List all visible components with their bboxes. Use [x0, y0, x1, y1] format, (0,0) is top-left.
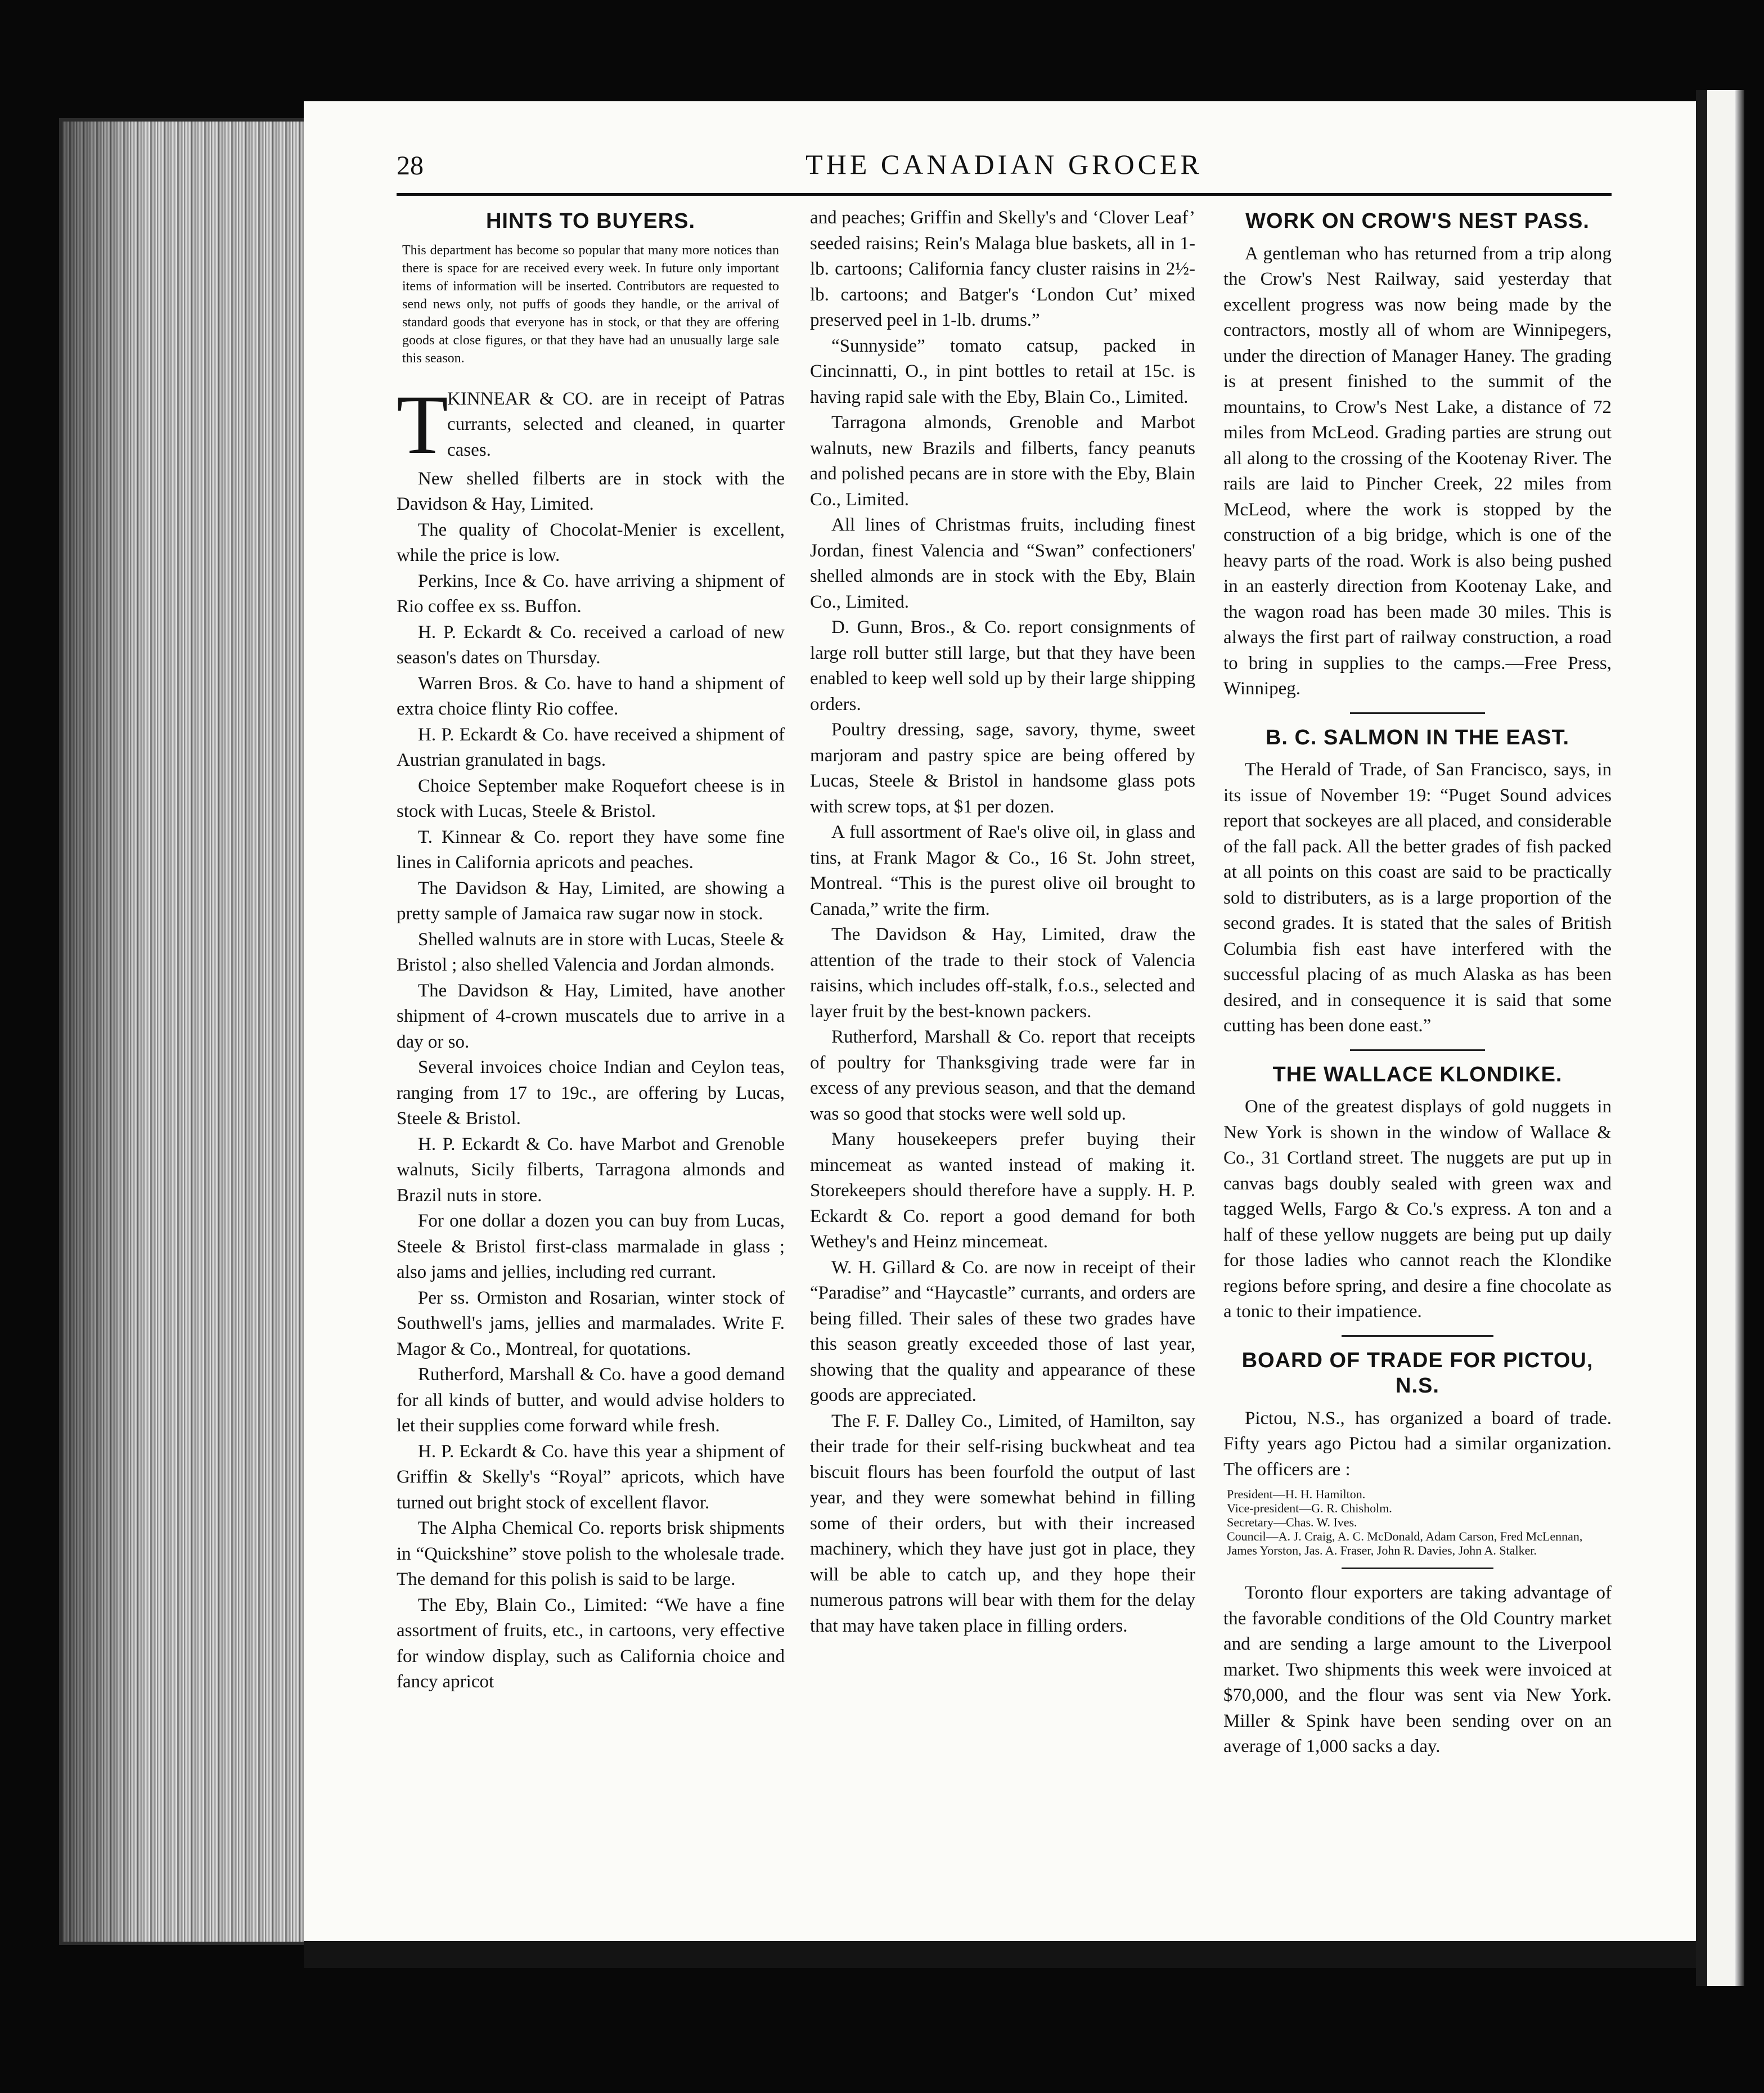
- notice-paragraph: For one dollar a dozen you can buy from Lucas, Steele & Bristol first-class marmalade in glass ; also jams and jellies, including red currant.: [397, 1211, 785, 1282]
- book-page-edges: [59, 118, 304, 1945]
- notice-paragraph: The Davidson & Hay, Limited, have another shipment of 4-crown muscatels due to arrive in a day or so.: [397, 980, 785, 1052]
- section-divider: [1350, 1049, 1485, 1051]
- notice-paragraph: Shelled walnuts are in store with Lucas, Steele & Bristol ; also shelled Valencia and Jordan almonds.: [397, 929, 785, 975]
- notice-paragraph: All lines of Christmas fruits, including finest Jordan, finest Valencia and “Swan” confectioners' shelled almonds are in stock with the Eby, Blain Co., Limited.: [810, 515, 1195, 612]
- notice-paragraph: Perkins, Ince & Co. have arriving a shipment of Rio coffee ex ss. Buffon.: [397, 571, 785, 617]
- notice-paragraph: Several invoices choice Indian and Ceylon teas, ranging from 17 to 19c., are offering by Lucas, Steele & Bristol.: [397, 1057, 785, 1129]
- notice-paragraph: Rutherford, Marshall & Co. have a good demand for all kinds of butter, and would advise holders to let their supplies come forward while fresh.: [397, 1364, 785, 1436]
- notice-paragraph: The Davidson & Hay, Limited, are showing a pretty sample of Jamaica raw sugar now in stock.: [397, 878, 785, 924]
- column-2: [810, 205, 1195, 1639]
- notice-paragraph: D. Gunn, Bros., & Co. report consignments of large roll butter still large, but that they have been enabled to keep well sold up by their large shipping orders.: [810, 617, 1195, 715]
- officer-president: President—H. H. Hamilton.: [1227, 1487, 1366, 1501]
- page-number: 28: [397, 151, 424, 181]
- drop-cap: T: [397, 378, 448, 471]
- notice-paragraph: Warren Bros. & Co. have to hand a shipment of extra choice flinty Rio coffee.: [397, 673, 785, 719]
- page-bottom-binding: [304, 1941, 1696, 1968]
- continued-paragraph: and peaches; Griffin and Skelly's and ‘Clover Leaf’ seeded raisins; Rein's Malaga blue baskets, all in 1-lb. cartoons; California fancy cluster raisins in 2½-lb. cartoons; and Batger's ‘London Cut’ mixed preserved peel in 1-lb. drums.”: [810, 208, 1195, 330]
- notice-paragraph: Per ss. Ormiston and Rosarian, winter stock of Southwell's jams, jellies and marmalades. Write F. Magor & Co., Montreal, for quotations.: [397, 1287, 785, 1359]
- klondike-article: One of the greatest displays of gold nuggets in New York is shown in the window of Wallace & Co., 31 Cortland street. The nuggets are put up in canvas bags doubly sealed with green wax and tagged Wells, Fargo & Co.'s express. A ton and a half of these yellow nuggets are being put up daily for those ladies who cannot reach the Klondike regions before spring, and desire a fine chocolate as a tonic to their impatience.: [1223, 1097, 1612, 1322]
- notice-paragraph: H. P. Eckardt & Co. have received a shipment of Austrian granulated in bags.: [397, 724, 785, 770]
- notice-paragraph: W. H. Gillard & Co. are now in receipt of their “Paradise” and “Haycastle” currants, and orders are being filled. Their sales of these two grades have this season greatly exceeded those of last year, showing that the quality and appearance of these goods are appreciated.: [810, 1257, 1195, 1405]
- officer-vice-president: Vice-president—G. R. Chisholm.: [1227, 1501, 1392, 1515]
- next-page-edge: [1696, 90, 1744, 1986]
- notice-paragraph: “Sunnyside” tomato catsup, packed in Cincinnatti, O., in pint bottles to retail at 15c. is having rapid sale with the Eby, Blain Co., Limited.: [810, 335, 1195, 407]
- notice-paragraph: T. Kinnear & Co. report they have some fine lines in California apricots and peaches.: [397, 827, 785, 873]
- klondike-heading: THE WALLACE KLONDIKE.: [1272, 1062, 1563, 1086]
- section-divider: [1342, 1567, 1493, 1569]
- officer-council: Council—A. J. Craig, A. C. McDonald, Adam Carson, Fred McLennan, James Yorston, Jas. A. Fraser, John R. Davies, John A. Stalker.: [1227, 1529, 1583, 1557]
- page-header: [397, 143, 1612, 200]
- notice-paragraph: The Eby, Blain Co., Limited: “We have a fine assortment of fruits, etc., in cartoons, very effective for window display, such as California choice and fancy apricot: [397, 1595, 785, 1692]
- pictou-article: Pictou, N.S., has organized a board of trade. Fifty years ago Pictou had a similar organization. The officers are :: [1223, 1408, 1612, 1480]
- section-divider: [1342, 1335, 1493, 1337]
- salmon-article: The Herald of Trade, of San Francisco, says, in its issue of November 19: “Puget Sound advices report that sockeyes are all placed, and considerable of the fall pack. All the better grades of fish packed at all points on this coast are said to be practically sold to distributers, as is a large proportion of the second grades. It is stated that the sales of British Columbia fish east have interfered with the successful placing of as much Alaska as has been desired, and in consequence it is said that some cutting has been done east.”: [1223, 760, 1612, 1036]
- lead-text: KINNEAR & CO. are in receipt of Patras currants, selected and cleaned, in quarter cases.: [447, 388, 785, 460]
- notice-paragraph: The Alpha Chemical Co. reports brisk shipments in “Quickshine” stove polish to the wholesale trade. The demand for this polish is said to be large.: [397, 1518, 785, 1589]
- lead-paragraph: [397, 378, 785, 471]
- pictou-heading: BOARD OF TRADE FOR PICTOU, N.S.: [1241, 1348, 1594, 1398]
- publication-title: THE CANADIAN GROCER: [806, 149, 1203, 180]
- column-3: [1223, 205, 1612, 1760]
- header-rule: [397, 193, 1612, 196]
- crows-nest-heading: WORK ON CROW'S NEST PASS.: [1245, 209, 1590, 233]
- hints-heading: HINTS TO BUYERS.: [485, 209, 696, 233]
- officers-list: [1227, 1487, 1612, 1557]
- notice-paragraph: H. P. Eckardt & Co. received a carload of new season's dates on Thursday.: [397, 622, 785, 668]
- notice-paragraph: The quality of Chocolat-Menier is excellent, while the price is low.: [397, 519, 785, 565]
- salmon-heading: B. C. SALMON IN THE EAST.: [1265, 725, 1570, 749]
- notice-paragraph: The F. F. Dalley Co., Limited, of Hamilton, say their trade for their self-rising buckwheat and tea biscuit flours has been fourfold the output of last year, and they were somewhat behind in filling some of their orders, but with their increased machinery, which they have just got in place, they will be able to catch up, and they hope their numerous patrons will bear with them for the delay that may have taken place in filling orders.: [810, 1411, 1195, 1636]
- column-1: [397, 205, 785, 1695]
- officer-secretary: Secretary—Chas. W. Ives.: [1227, 1515, 1357, 1529]
- hints-editorial-note: This department has become so popular that many more notices than there is space for are received every week. In future only important items of information will be inserted. Contributors are requested to send news only, not puffs of goods they handle, or the arrival of standard goods that everyone has in stock, or that they are offering goods at close figures, or that they have had an unusually large sale this season.: [402, 242, 779, 366]
- notice-paragraph: Rutherford, Marshall & Co. report that receipts of poultry for Thanksgiving trade were far in excess of any previous season, and that the demand was so good that stocks were well sold up.: [810, 1027, 1195, 1124]
- notice-paragraph: The Davidson & Hay, Limited, draw the attention of the trade to their stock of Valencia raisins, which includes off-stalk, f.o.s., selected and layer fruit by the best-known packers.: [810, 924, 1195, 1022]
- section-divider: [1350, 712, 1485, 714]
- notice-paragraph: Choice September make Roquefort cheese is in stock with Lucas, Steele & Bristol.: [397, 775, 785, 821]
- notice-paragraph: H. P. Eckardt & Co. have this year a shipment of Griffin & Skelly's “Royal” apricots, which have turned out bright stock of excellent flavor.: [397, 1441, 785, 1513]
- notice-paragraph: H. P. Eckardt & Co. have Marbot and Grenoble walnuts, Sicily filberts, Tarragona almonds and Brazil nuts in store.: [397, 1134, 785, 1206]
- notice-paragraph: Many housekeepers prefer buying their mincemeat as wanted instead of making it. Storekeepers should therefore have a supply. H. P. Eckardt & Co. report a good demand for both Wethey's and Heinz mincemeat.: [810, 1129, 1195, 1252]
- toronto-flour-article: Toronto flour exporters are taking advantage of the favorable conditions of the Old Country market and are sending a large amount to the Liverpool market. Two shipments this week were invoiced at $70,000, and the flour was sent via New York. Miller & Spink have been sending over on an average of 1,000 sacks a day.: [1223, 1583, 1612, 1757]
- notice-paragraph: New shelled filberts are in stock with the Davidson & Hay, Limited.: [397, 468, 785, 514]
- notice-paragraph: Tarragona almonds, Grenoble and Marbot walnuts, new Brazils and filberts, fancy peanuts and polished pecans are in store with the Eby, Blain Co., Limited.: [810, 412, 1195, 510]
- notice-paragraph: A full assortment of Rae's olive oil, in glass and tins, at Frank Magor & Co., 16 St. John street, Montreal. “This is the purest olive oil brought to Canada,” write the firm.: [810, 822, 1195, 919]
- crows-nest-article: A gentleman who has returned from a trip along the Crow's Nest Railway, said yesterday that excellent progress was now being made by the contractors, mostly all of whom are Winnipegers, under the direction of Manager Haney. The grading is at present finished to the summit of the mountains, to Crow's Nest Lake, a distance of 72 miles from McLeod. Grading parties are strung out all along to the crossing of the Kootenay River. The rails are laid to Pincher Creek, 22 miles from McLeod, where the work is stopped by the construction of a big bridge, which is one of the heavy parts of the road. Work is also being pushed in an easterly direction from Kootenay Lake, and the wagon road has been made 30 miles. This is always the first part of railway construction, a road to bring in supplies to the camps.—Free Press, Winnipeg.: [1223, 243, 1612, 699]
- notice-paragraph: Poultry dressing, sage, savory, thyme, sweet marjoram and pastry spice are being offered by Lucas, Steele & Bristol in handsome glass pots with screw tops, at $1 per dozen.: [810, 720, 1195, 817]
